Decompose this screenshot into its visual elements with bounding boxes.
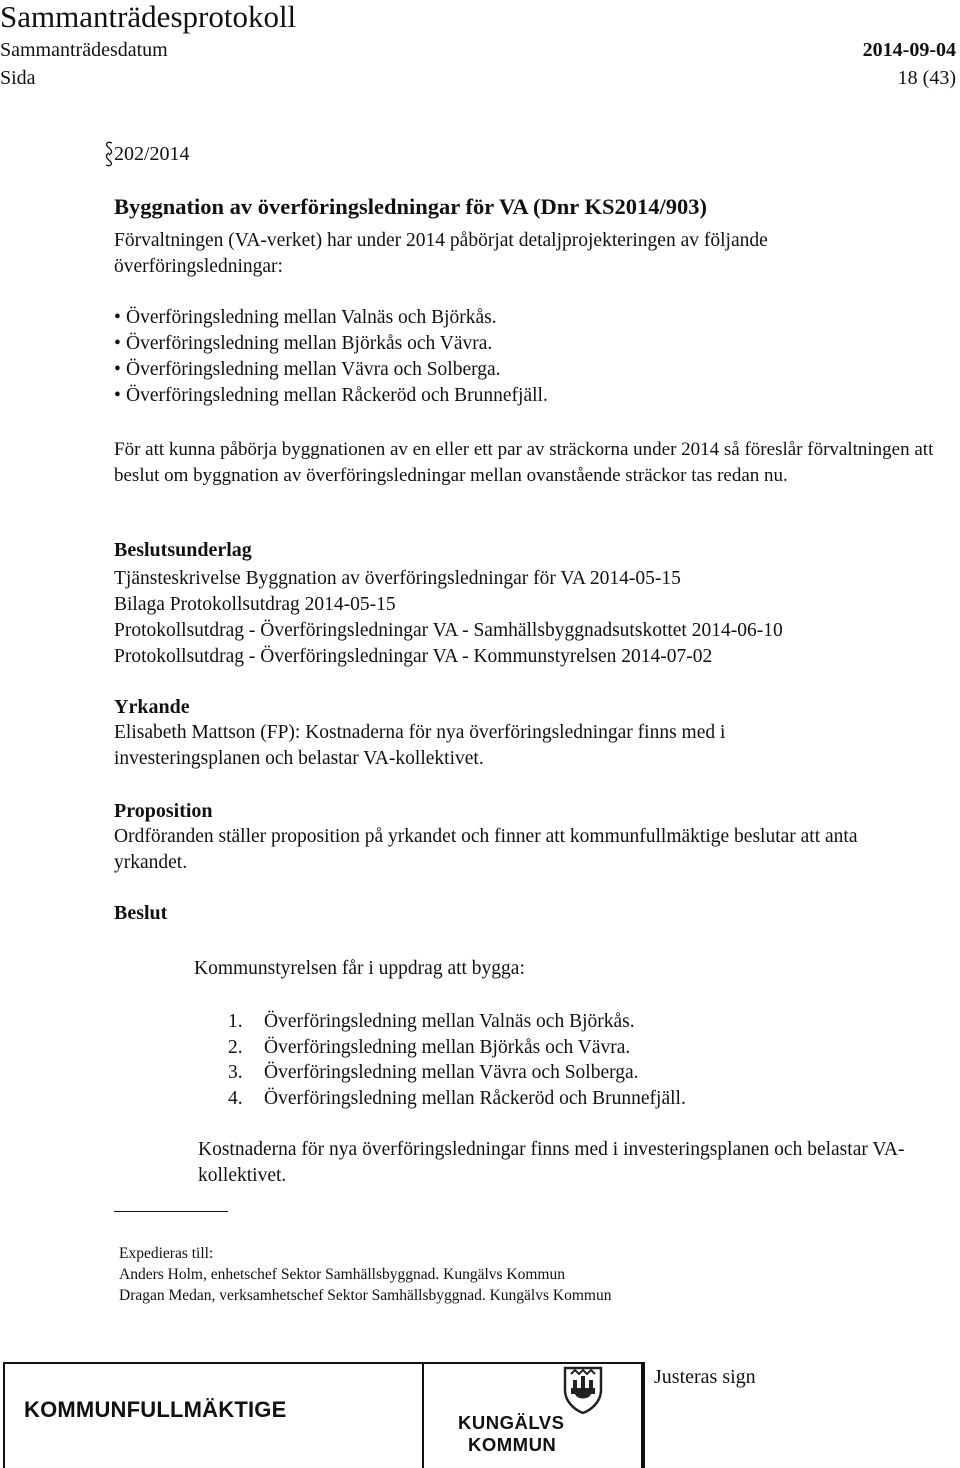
case-title: Byggnation av överföringsledningar för VA (Dnr KS2014/903) [114,194,707,219]
proposition-text: Ordföranden ställer proposition på yrkandet och finner att kommunfullmäktige beslutar att anta yrkandet. [114,826,858,873]
document-title: Sammanträdesprotokoll [0,0,297,34]
page-label: Sida [0,67,36,89]
case-number: 202/2014 [114,143,190,165]
beslut-numbered-list [228,1009,686,1111]
list-item: Protokollsutdrag - Överföringsledningar VA - Kommunstyrelsen 2014-07-02 [114,646,713,667]
bullet-list [114,305,548,409]
beslutsunderlag-heading: Beslutsunderlag [114,539,252,561]
list-item: Tjänsteskrivelse Byggnation av överföringsledningar för VA 2014-05-15 [114,568,681,589]
list-item: • Överföringsledning mellan Råckeröd och Brunnefjäll. [114,383,548,409]
list-item: • Överföringsledning mellan Valnäs och Björkås. [114,305,548,331]
kungalv-logo [452,1366,622,1468]
recipient: Dragan Medan, verksamhetschef Sektor Samhällsbyggnad. Kungälvs Kommun [119,1287,612,1304]
beslut-intro: Kommunstyrelsen får i uppdrag att bygga: [194,958,525,979]
list-item: Bilaga Protokollsutdrag 2014-05-15 [114,594,396,615]
proposition-heading: Proposition [114,800,213,822]
list-item: 3. Överföringsledning mellan Vävra och Solberga. [228,1062,639,1083]
list-item: 4. Överföringsledning mellan Råckeröd och Brunnefjäll. [228,1087,686,1109]
list-item: 2. Överföringsledning mellan Björkås och Vävra. [228,1036,631,1058]
beslutsunderlag-list [114,566,783,670]
footer-divider [422,1362,424,1468]
beslut-heading: Beslut [114,902,168,924]
logo-text-line1: KUNGÄLVS [458,1412,565,1433]
case-intro: Förvaltningen (VA-verket) har under 2014 påbörjat detaljprojekteringen av följande överföringsledningar: [114,230,768,277]
coat-of-arms-icon [563,1366,603,1414]
list-item: • Överföringsledning mellan Björkås och Vävra. [114,331,548,357]
justeras-sign-label: Justeras sign [654,1366,756,1388]
case-paragraph: För att kunna påbörja byggnationen av en eller ett par av sträckorna under 2014 så föreslår förvaltningen att beslut om byggnation av överföringsledningar mellan ovanstående sträckor tas redan nu. [114,439,934,486]
footer-divider [643,1362,645,1468]
footnote-divider [114,1211,228,1212]
page-number: 18 (43) [897,67,956,89]
yrkande-heading: Yrkande [114,696,190,718]
yrkande-text: Elisabeth Mattson (FP): Kostnaderna för nya överföringsledningar finns med i investeringsplanen och belastar VA-kollektivet. [114,722,726,769]
expedieras-block [119,1243,611,1306]
beslut-closing: Kostnaderna för nya överföringsledningar finns med i investeringsplanen och belastar VA-kollektivet. [198,1139,905,1186]
list-item: 1. Överföringsledning mellan Valnäs och Björkås. [228,1011,635,1032]
meeting-date-value: 2014-09-04 [862,39,956,61]
list-item: • Överföringsledning mellan Vävra och Solberga. [114,357,548,383]
organ-name: KOMMUNFULLMÄKTIGE [24,1397,287,1422]
recipient: Anders Holm, enhetschef Sektor Samhällsbyggnad. Kungälvs Kommun [119,1266,565,1283]
list-item: Protokollsutdrag - Överföringsledningar VA - Samhällsbyggnadsutskottet 2014-06-10 [114,620,783,641]
meeting-date-label: Sammanträdesdatum [0,39,168,61]
logo-text-line2: KOMMUN [468,1434,557,1455]
expedieras-label: Expedieras till: [119,1245,214,1262]
